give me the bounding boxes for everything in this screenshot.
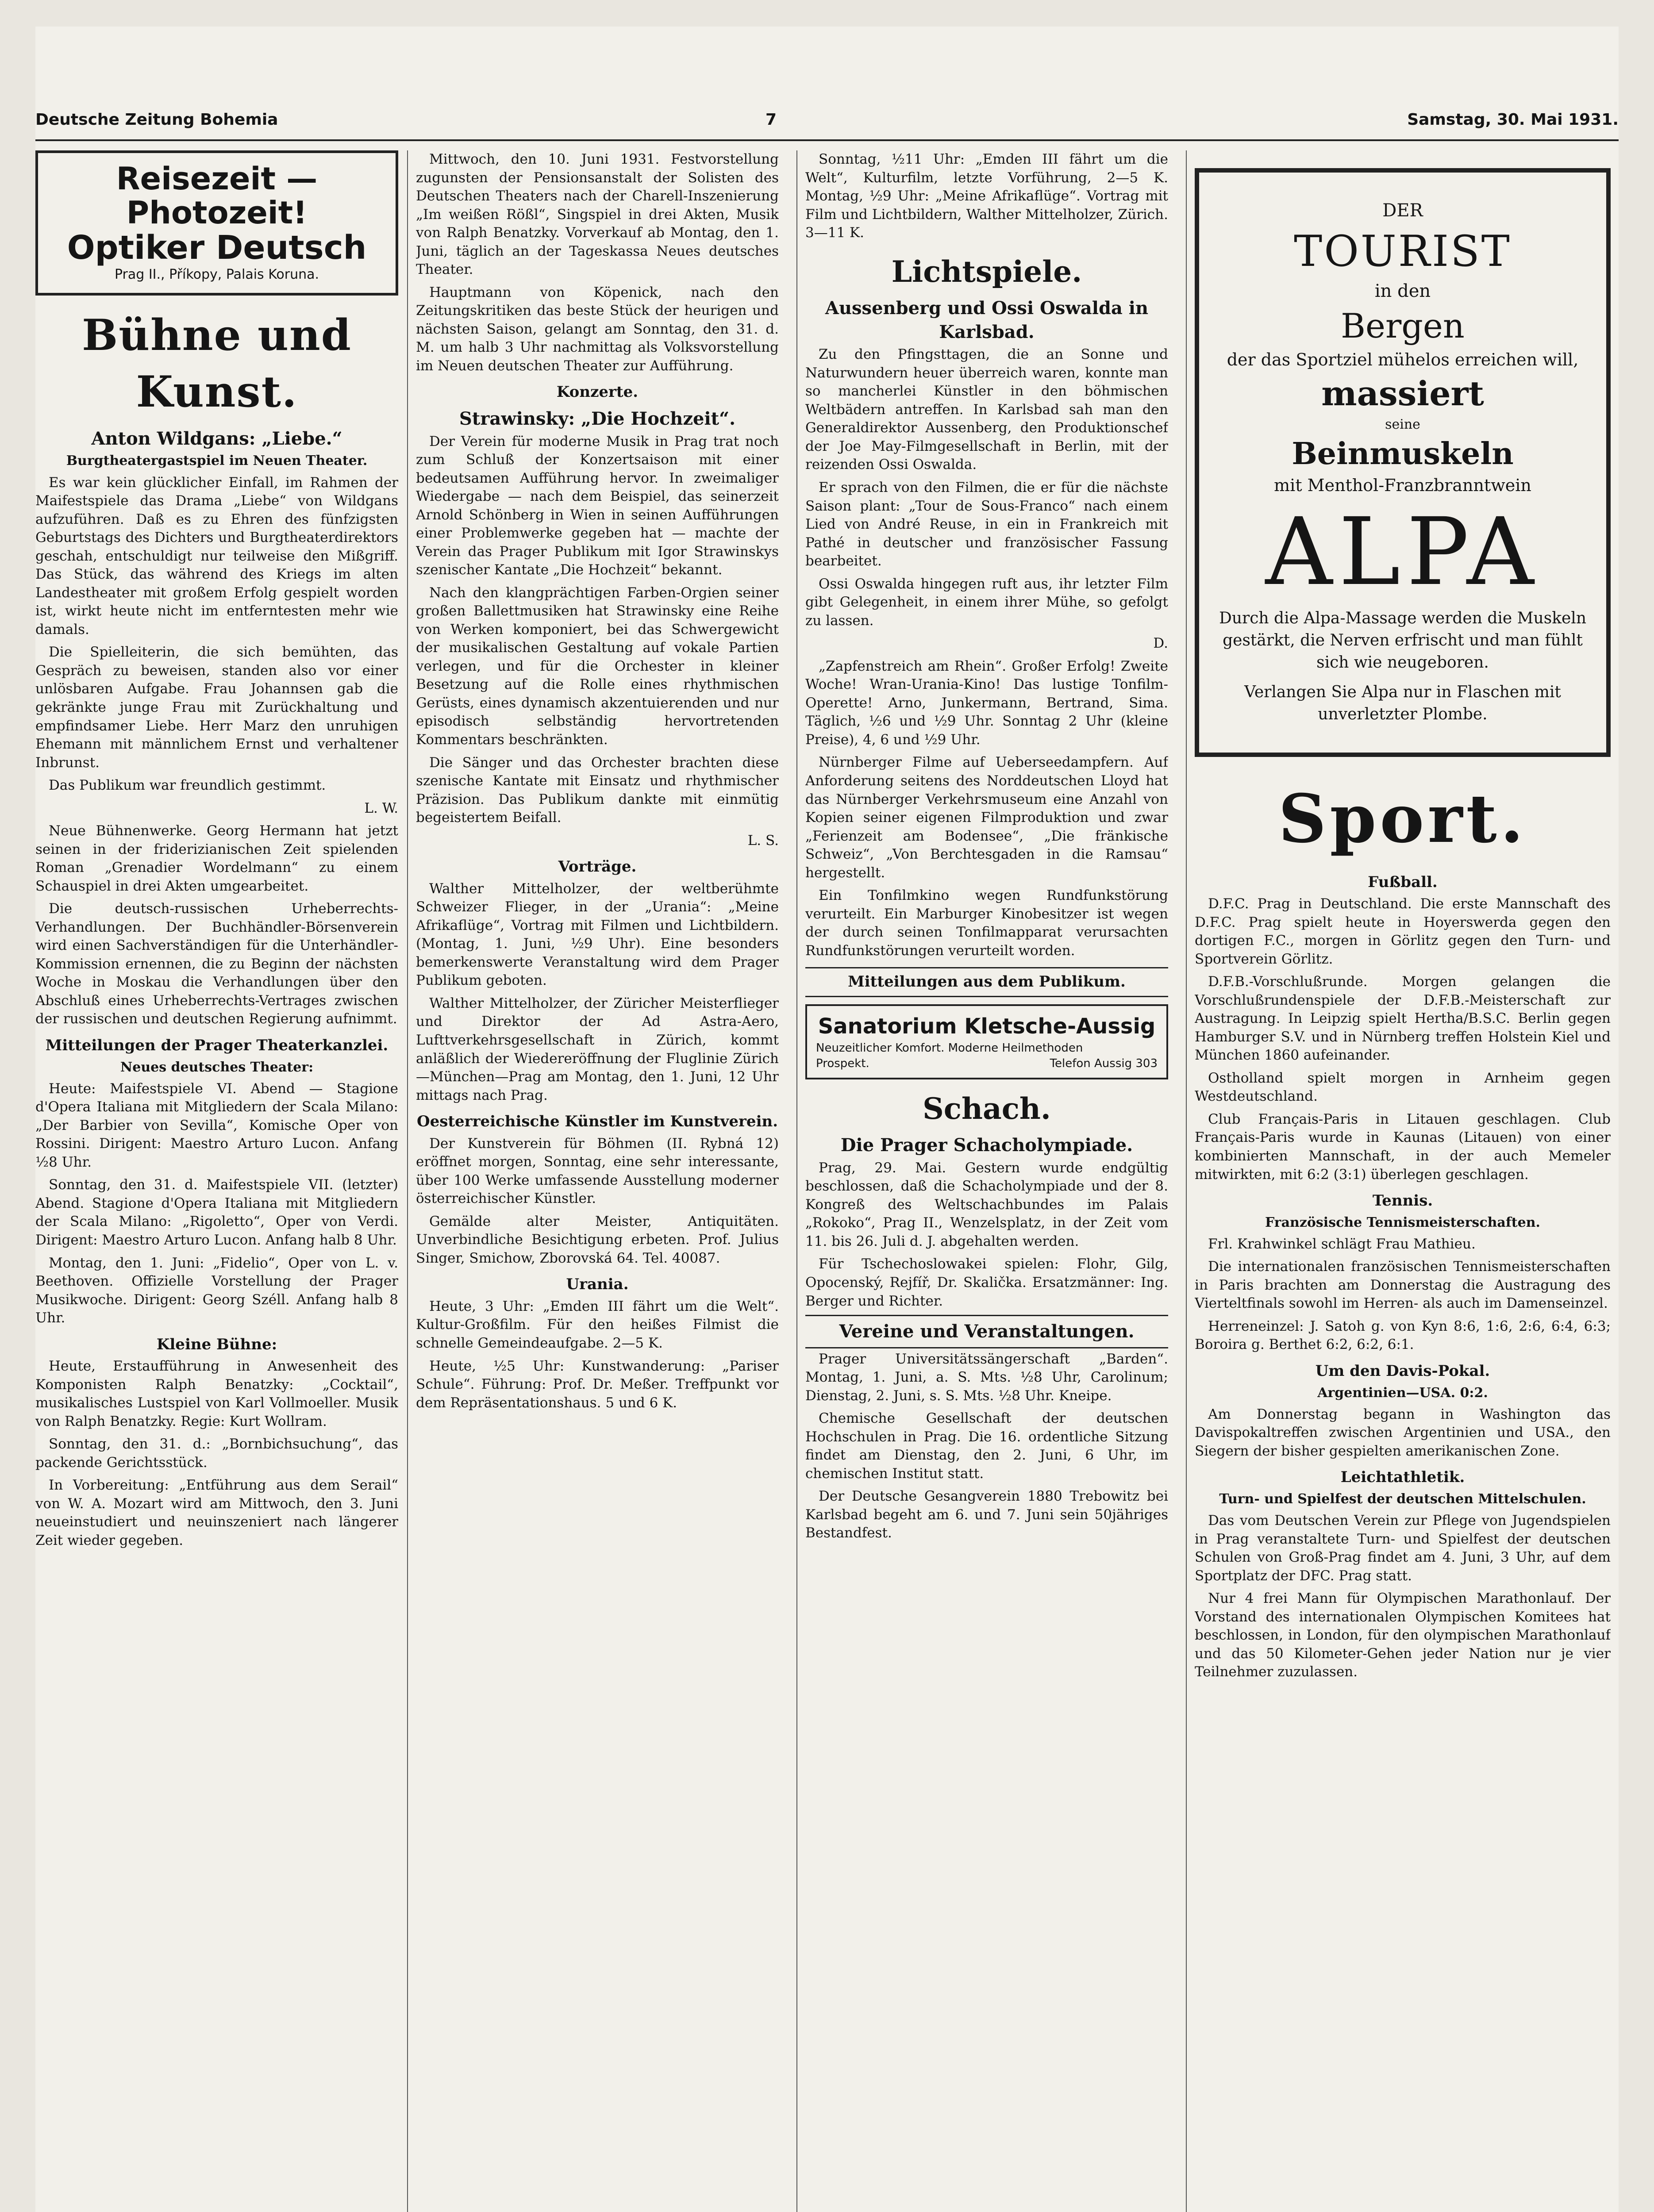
football-title: Fußball. bbox=[1368, 873, 1438, 891]
column-divider bbox=[796, 150, 797, 2212]
public-title: Mitteilungen aus dem Publikum. bbox=[805, 967, 1168, 997]
cinema-title: Lichtspiele. bbox=[891, 254, 1082, 289]
sanatorium-prospect: Prospekt. bbox=[816, 1056, 869, 1070]
alpa-line: TOURIST bbox=[1294, 226, 1512, 276]
alpa-line: in den bbox=[1374, 281, 1431, 302]
athletics-title: Leichtathletik. bbox=[1340, 1468, 1465, 1486]
article-paragraph: Mittwoch, den 10. Juni 1931. Festvorstellung zugunsten der Pensionsanstalt der Solisten des Deutschen Theaters nach der Charell-Inszenierung „Im weißen Rößl“, Singspiel in drei Akten, Musik von Ralph Benatzky. Vorverkauf ab Montag, den 1. Juni, täglich an der Tageskassa Neues deutsches Theater. bbox=[416, 151, 779, 278]
cinema-paragraph: Ossi Oswalda hingegen ruft aus, ihr letzter Film gibt Gelegenheit, in einem ihrer Mühe, so gefolgt zu lassen. bbox=[805, 576, 1168, 629]
tennis-subtitle: Französische Tennismeisterschaften. bbox=[1265, 1214, 1540, 1230]
optiker-ad bbox=[35, 150, 398, 296]
article-signature: L. S. bbox=[747, 832, 779, 849]
column-2 bbox=[416, 150, 779, 2212]
sport-title: Sport. bbox=[1278, 780, 1527, 858]
events-paragraph: Der Deutsche Gesangverein 1880 Trebowitz bei Karlsbad begeht am 6. und 7. Juni sein 50jähriges Bestandfest. bbox=[805, 1488, 1168, 1541]
lecture-paragraph: Walther Mittelholzer, der weltberühmte Schweizer Flieger, in der „Urania“: „Meine Afrikaflüge“, Vortrag mit Filmen und Lichtbildern. (Montag, 1. Juni, ½9 Uhr). Eine besonders bemerkenswerte Veranstaltung wird dem Prager Publikum geboten. bbox=[416, 880, 779, 989]
football-paragraph: Club Français-Paris in Litauen geschlagen. Club Français-Paris wurde in Kaunas (Litauen) von einer kombinierten Mannschaft, in der auch Memeler mitwirkten, mit 6:2 (3:1) überlegen geschlagen. bbox=[1195, 1111, 1611, 1183]
program-item: Heute: Maifestspiele VI. Abend — Stagione d'Opera Italiana mit Mitgliedern der Scala Milano: „Der Barbier von Sevilla“, Komische Oper von Rossini. Dirigent: Maestro Arturo Lucon. Anfang ½8 Uhr. bbox=[35, 1080, 398, 1170]
athletics-subtitle: Turn- und Spielfest der deutschen Mittelschulen. bbox=[1219, 1491, 1586, 1507]
davis-title: Um den Davis-Pokal. bbox=[1315, 1362, 1490, 1380]
newspaper-page bbox=[35, 27, 1619, 2212]
football-paragraph: Ostholland spielt morgen in Arnheim gegen Westdeutschland. bbox=[1195, 1070, 1611, 1105]
small-stage-item: Sonntag, den 31. d.: „Bornbichsuchung“, das packende Gerichtsstück. bbox=[35, 1436, 398, 1471]
events-title: Vereine und Veranstaltungen. bbox=[805, 1315, 1168, 1348]
athletics-paragraph: Nur 4 frei Mann für Olympischen Marathonlauf. Der Vorstand des internationalen Olympischen Komitees hat beschlossen, in London, für den olympischen Marathonlauf und das 50 Kilometer-Gehen jeder Nation nur je vier Teilnehmer zuzulassen. bbox=[1195, 1590, 1611, 1680]
header-rule bbox=[35, 139, 1619, 141]
tennis-paragraph: Herreneinzel: J. Satoh g. von Kyn 8:6, 1:6, 2:6, 6:4, 6:3; Boroira g. Berthet 6:2, 6:2, 6:1. bbox=[1195, 1318, 1611, 1353]
page-header bbox=[35, 111, 1619, 137]
article-title: Anton Wildgans: „Liebe.“ bbox=[91, 428, 342, 449]
alpa-ad bbox=[1195, 168, 1611, 757]
section-title: Bühne und Kunst. bbox=[82, 310, 352, 417]
page-number: 7 bbox=[765, 111, 777, 129]
small-stage-title: Kleine Bühne: bbox=[156, 1335, 277, 1353]
alpa-line: DER bbox=[1382, 200, 1423, 221]
alpa-line: massiert bbox=[1321, 373, 1484, 413]
article-paragraph: Neue Bühnenwerke. Georg Hermann hat jetzt seinen in der friderizianischen Zeit spielenden Roman „Grenadier Wordelmann“ zu einem Schauspiel in drei Akten umgearbeitet. bbox=[35, 823, 398, 894]
program-item: Montag, den 1. Juni: „Fidelio“, Oper von L. v. Beethoven. Offizielle Vorstellung der Prager Musikwoche. Dirigent: Georg Széll. Anfang halb 8 Uhr. bbox=[35, 1255, 398, 1326]
newspaper-name: Deutsche Zeitung Bohemia bbox=[35, 111, 278, 129]
artists-title: Oesterreichische Künstler im Kunstverein. bbox=[416, 1113, 778, 1131]
lecture-paragraph: Walther Mittelholzer, der Züricher Meisterflieger und Direktor der Ad Astra-Aero, Lufttverkehrsgesellschaft in Zürich, kommt anläßlich der Wiedereröffnung der Fluglinie Zürich—München—Prag am Montag, den 1. Juni, 12 Uhr mittags nach Prag. bbox=[416, 995, 779, 1103]
program-title: Mitteilungen der Prager Theaterkanzlei. bbox=[45, 1037, 388, 1055]
concerts-title: Konzerte. bbox=[556, 383, 639, 401]
ad-company: Optiker Deutsch bbox=[67, 229, 367, 267]
article-signature: L. W. bbox=[364, 800, 398, 816]
article-paragraph: Die Sänger und das Orchester brachten diese szenische Kantate mit Einsatz und rhythmischer Präzision. Das Publikum dankte mit einmütig begeistertem Beifall. bbox=[416, 754, 779, 826]
article-paragraph: Es war kein glücklicher Einfall, im Rahmen der Maifestspiele das Drama „Liebe“ von Wildgans aufzuführen. Daß es zu Ehren des fünfzigsten Geburtstags des Dichters und Burgtheaterdirektors geschah, entschuldigt nur teilweise den Mißgriff. Das Stück, das während des Kriegs im alten Landestheater mit großem Erfolg gespielt worden ist, wirkt heute nicht im entferntesten mehr wie damals. bbox=[35, 474, 398, 637]
news-paragraph: Nürnberger Filme auf Ueberseedampfern. Auf Anforderung seitens des Norddeutschen Lloyd hat das Nürnberger Verkehrsmuseum eine Anzahl von Kopien seiner eigenen Filmproduktion und zwar „Ferienzeit am Bodensee“, „Die fränkische Schweiz“, „Von Berchtesgaden in die Ramsau“ hergestellt. bbox=[805, 754, 1168, 881]
column-4 bbox=[1195, 150, 1611, 2212]
chess-paragraph: Prag, 29. Mai. Gestern wurde endgültig beschlossen, daß die Schacholympiade und der 8. Kongreß des Weltschachbundes im Palais „Rokoko“, Prag II., Wenzelsplatz, in der Zeit vom 11. bis 26. Juli d. J. abgehalten werden. bbox=[805, 1160, 1168, 1249]
article-paragraph: Nach den klangprächtigen Farben-Orgien seiner großen Ballettmusiken hat Strawinsky eine Reihe von Werken komponiert, bei das Schwergewicht der musikalischen Gestaltung auf vokale Partien verlegen, und für die Orchester in kleiner Besetzung auf die Rolle eines rhythmischen Gerüsts, eines dynamisch akzentuierenden und nur episodisch selbständig hervortretenden Kommentars beschränkten. bbox=[416, 584, 779, 748]
program-item: Sonntag, den 31. d. Maifestspiele VII. (letzter) Abend. Stagione d'Opera Italiana mit Mitgliedern der Scala Milano: „Rigoletto“, Oper von Verdi. Dirigent: Maestro Arturo Lucon. Anfang halb 8 Uhr. bbox=[35, 1177, 398, 1248]
issue-date: Samstag, 30. Mai 1931. bbox=[1407, 111, 1619, 129]
cinema-paragraph: Er sprach von den Filmen, die er für die nächste Saison plant: „Tour de Sous-Franco“ nach einem Lied von André Reuse, in ein in Frankreich mit Pathé in deutscher und französischer Fassung bearbeitet. bbox=[805, 480, 1168, 569]
tennis-paragraph: Die internationalen französischen Tennismeisterschaften in Paris brachten am Donnerstag die Austragung des Vierteltfinals sowohl im Herren- als auch im Damenseinzel. bbox=[1195, 1259, 1611, 1312]
sanatorium-contact bbox=[816, 1056, 1158, 1071]
lectures-title: Vorträge. bbox=[558, 858, 637, 876]
urania-title: Urania. bbox=[566, 1275, 629, 1294]
cinema-subtitle: Aussenberg und Ossi Oswalda in Karlsbad. bbox=[825, 298, 1149, 342]
alpa-description: Durch die Alpa-Massage werden die Muskeln gestärkt, die Nerven erfrischt und man fühlt sich wie neugeboren. bbox=[1219, 609, 1587, 672]
column-divider bbox=[1186, 150, 1187, 2212]
alpa-line: mit Menthol-Franzbranntwein bbox=[1274, 475, 1531, 495]
ad-address: Prag II., Příkopy, Palais Koruna. bbox=[114, 267, 319, 283]
small-stage-item: In Vorbereitung: „Entführung aus dem Serail“ von W. A. Mozart wird am Mittwoch, den 3. Juni neueinstudiert und neuinszeniert nach längerer Zeit wieder gegeben. bbox=[35, 1477, 398, 1548]
column-1 bbox=[35, 150, 398, 2212]
urania-paragraph: Heute, 3 Uhr: „Emden III fährt um die Welt“. Kultur-Großfilm. Für den heißes Filmist die schnelle Gemeindeaufgabe. 2—5 K. bbox=[416, 1298, 779, 1351]
small-stage-item: Heute, Erstaufführung in Anwesenheit des Komponisten Ralph Benatzky: „Cocktail“, musikalisches Lustspiel von Karl Vollmoeller. Musik von Ralph Benatzky. Regie: Kurt Wollram. bbox=[35, 1358, 398, 1429]
sanatorium-details bbox=[816, 1041, 1158, 1056]
article-paragraph: Sonntag, ½11 Uhr: „Emden III fährt um die Welt“, Kulturfilm, letzte Vorführung, 2—5 K. Montag, ½9 Uhr: „Meine Afrikaflüge“. Vortrag mit Film und Lichtbildern, Walther Mittelholzer, Zürich. 3—11 K. bbox=[805, 151, 1168, 241]
alpa-brand: ALPA bbox=[1265, 497, 1540, 606]
news-paragraph: Ein Tonfilmkino wegen Rundfunkstörung verurteilt. Ein Marburger Kinobesitzer ist wegen der durch seinen Tonfilmapparat verursachten Rundfunkstörungen verurteilt worden. bbox=[805, 887, 1168, 959]
athletics-paragraph: Das vom Deutschen Verein zur Pflege von Jugendspielen in Prag veranstaltete Turn- und Spielfest der deutschen Schulen von Groß-Prag findet am 4. Juni, 3 Uhr, auf dem Sportplatz der DFC. Prag statt. bbox=[1195, 1513, 1611, 1584]
column-divider bbox=[407, 150, 408, 2212]
davis-subtitle: Argentinien—USA. 0:2. bbox=[1317, 1385, 1488, 1401]
alpa-line: seine bbox=[1385, 417, 1420, 433]
alpa-notice: Verlangen Sie Alpa nur in Flaschen mit unverletzter Plombe. bbox=[1244, 683, 1561, 724]
events-paragraph: Prager Universitätssängerschaft „Barden“. Montag, 1. Juni, a. S. Mts. ½8 Uhr, Carolinum; Dienstag, 2. Juni, s. S. Mts. ½8 Uhr. Kneipe. bbox=[805, 1351, 1168, 1404]
sanatorium-name: Sanatorium Kletsche-Aussig bbox=[818, 1014, 1156, 1039]
sanatorium-ad bbox=[805, 1004, 1168, 1079]
artists-paragraph: Gemälde alter Meister, Antiquitäten. Unverbindliche Besichtigung erbeten. Prof. Julius Singer, Smichow, Zborovská 64. Tel. 40087. bbox=[416, 1213, 779, 1266]
article-title: Strawinsky: „Die Hochzeit“. bbox=[459, 408, 736, 429]
sanatorium-features: Neuzeitlicher Komfort. Moderne Heilmethoden bbox=[816, 1041, 1083, 1055]
article-paragraph: Der Verein für moderne Musik in Prag trat noch zum Schluß der Konzertsaison mit einer bedeutsamen Aufführung hervor. In zweimaliger Wiedergabe — nach dem Beispiel, das seinerzeit Arnold Schönberg in Wien in seinen Aufführungen einer Problemwerke gegeben hat — machte der Verein das Prager Publikum mit Igor Strawinskys szenischer Kantate „Die Hochzeit“ bekannt. bbox=[416, 433, 779, 578]
artists-paragraph: Der Kunstverein für Böhmen (II. Rybná 12) eröffnet morgen, Sonntag, eine sehr interessante, über 100 Werke umfassende Ausstellung moderner österreichischer Künstler. bbox=[416, 1135, 779, 1207]
sanatorium-phone: Telefon Aussig 303 bbox=[1050, 1056, 1158, 1070]
alpa-line: der das Sportziel mühelos erreichen will, bbox=[1227, 349, 1579, 369]
chess-paragraph: Für Tschechoslowakei spielen: Flohr, Gilg, Opocenský, Rejfíř, Dr. Skalička. Ersatzmänner: Ing. Berger und Richter. bbox=[805, 1256, 1168, 1309]
cinema-paragraph: Zu den Pfingsttagen, die an Sonne und Naturwundern heuer überreich waren, konnte man so mancherlei Künstler in den böhmischen Weltbädern antreffen. In Karlsbad sah man den Generaldirektor Aussenberg, den Produktionschef der Joe May-Filmgesellschaft in Berlin, mit der reizenden Ossi Oswalda. bbox=[805, 346, 1168, 473]
program-subtitle: Neues deutsches Theater: bbox=[120, 1059, 314, 1075]
alpa-line: Bergen bbox=[1341, 306, 1465, 346]
article-paragraph: Die Spielleiterin, die sich bemühten, das Gespräch zu beweisen, standen also vor einer unlösbaren Aufgabe. Frau Johannsen gab die gekränkte junge Frau mit Zurückhaltung und empfindsamer Liebe. Herr Marz den unruhigen Ehemann mit männlichem Ernst und verhaltener Inbrunst. bbox=[35, 644, 398, 771]
events-paragraph: Chemische Gesellschaft der deutschen Hochschulen in Prag. Die 16. ordentliche Sitzung findet am Dienstag, den 2. Juni, 6 Uhr, im chemischen Institut statt. bbox=[805, 1410, 1168, 1482]
article-signature: D. bbox=[1153, 635, 1168, 652]
tennis-paragraph: Frl. Krahwinkel schlägt Frau Mathieu. bbox=[1208, 1236, 1476, 1252]
chess-subtitle: Die Prager Schacholympiade. bbox=[840, 1135, 1133, 1156]
tennis-title: Tennis. bbox=[1372, 1192, 1433, 1210]
chess-title: Schach. bbox=[923, 1091, 1051, 1126]
football-paragraph: D.F.C. Prag in Deutschland. Die erste Mannschaft des D.F.C. Prag spielt heute in Hoyerswerda gegen den dortigen F.C., morgen in Görlitz gegen den Turn- und Sportverein Görlitz. bbox=[1195, 896, 1611, 967]
urania-paragraph: Heute, ½5 Uhr: Kunstwanderung: „Pariser Schule“. Führung: Prof. Dr. Meßer. Treffpunkt vor dem Repräsentationshaus. 5 und 6 K. bbox=[416, 1358, 779, 1411]
football-paragraph: D.F.B.-Vorschlußrunde. Morgen gelangen die Vorschlußrundenspiele der D.F.B.-Meisterschaft zur Austragung. In Leipzig spielt Hertha/B.S.C. Berlin gegen Hamburger S.V. und in Nürnberg treffen Holstein Kiel und München 1860 aufeinander. bbox=[1195, 974, 1611, 1064]
article-subtitle: Burgtheatergastspiel im Neuen Theater. bbox=[66, 453, 368, 469]
davis-paragraph: Am Donnerstag begann in Washington das Davispokaltreffen zwischen Argentinien und USA., den Siegern der bisher gespielten amerikanischen Zone. bbox=[1195, 1406, 1611, 1459]
article-paragraph: Das Publikum war freundlich gestimmt. bbox=[49, 777, 326, 794]
article-paragraph: Die deutsch-russischen Urheberrechts-Verhandlungen. Der Buchhändler-Börsenverein wird einen Sachverständigen für die Unterhändler-Kommission ernennen, die zu Beginn der nächsten Woche in Moskau die Verhandlungen über den Abschluß eines Urheberrechts-Vertrages zwischen der russischen und deutschen Regierung aufnimmt. bbox=[35, 901, 398, 1027]
article-paragraph: Hauptmann von Köpenick, nach den Zeitungskritiken das beste Stück der heurigen und nächsten Saison, gelangt am Sonntag, den 31. d. M. um halb 3 Uhr nachmittag als Volksvorstellung im Neuen deutschen Theater zur Aufführung. bbox=[416, 284, 779, 374]
column-3 bbox=[805, 150, 1168, 2212]
news-paragraph: „Zapfenstreich am Rhein“. Großer Erfolg! Zweite Woche! Wran-Urania-Kino! Das lustige Tonfilm-Operette! Arno, Junkermann, Bertrand, Sima. Täglich, ½6 und ½9 Uhr. Sonntag 2 Uhr (kleine Preise), 4, 6 und ½9 Uhr. bbox=[805, 658, 1168, 748]
ad-headline: Reisezeit — Photozeit! bbox=[116, 161, 318, 231]
alpa-line: Beinmuskeln bbox=[1292, 436, 1514, 472]
